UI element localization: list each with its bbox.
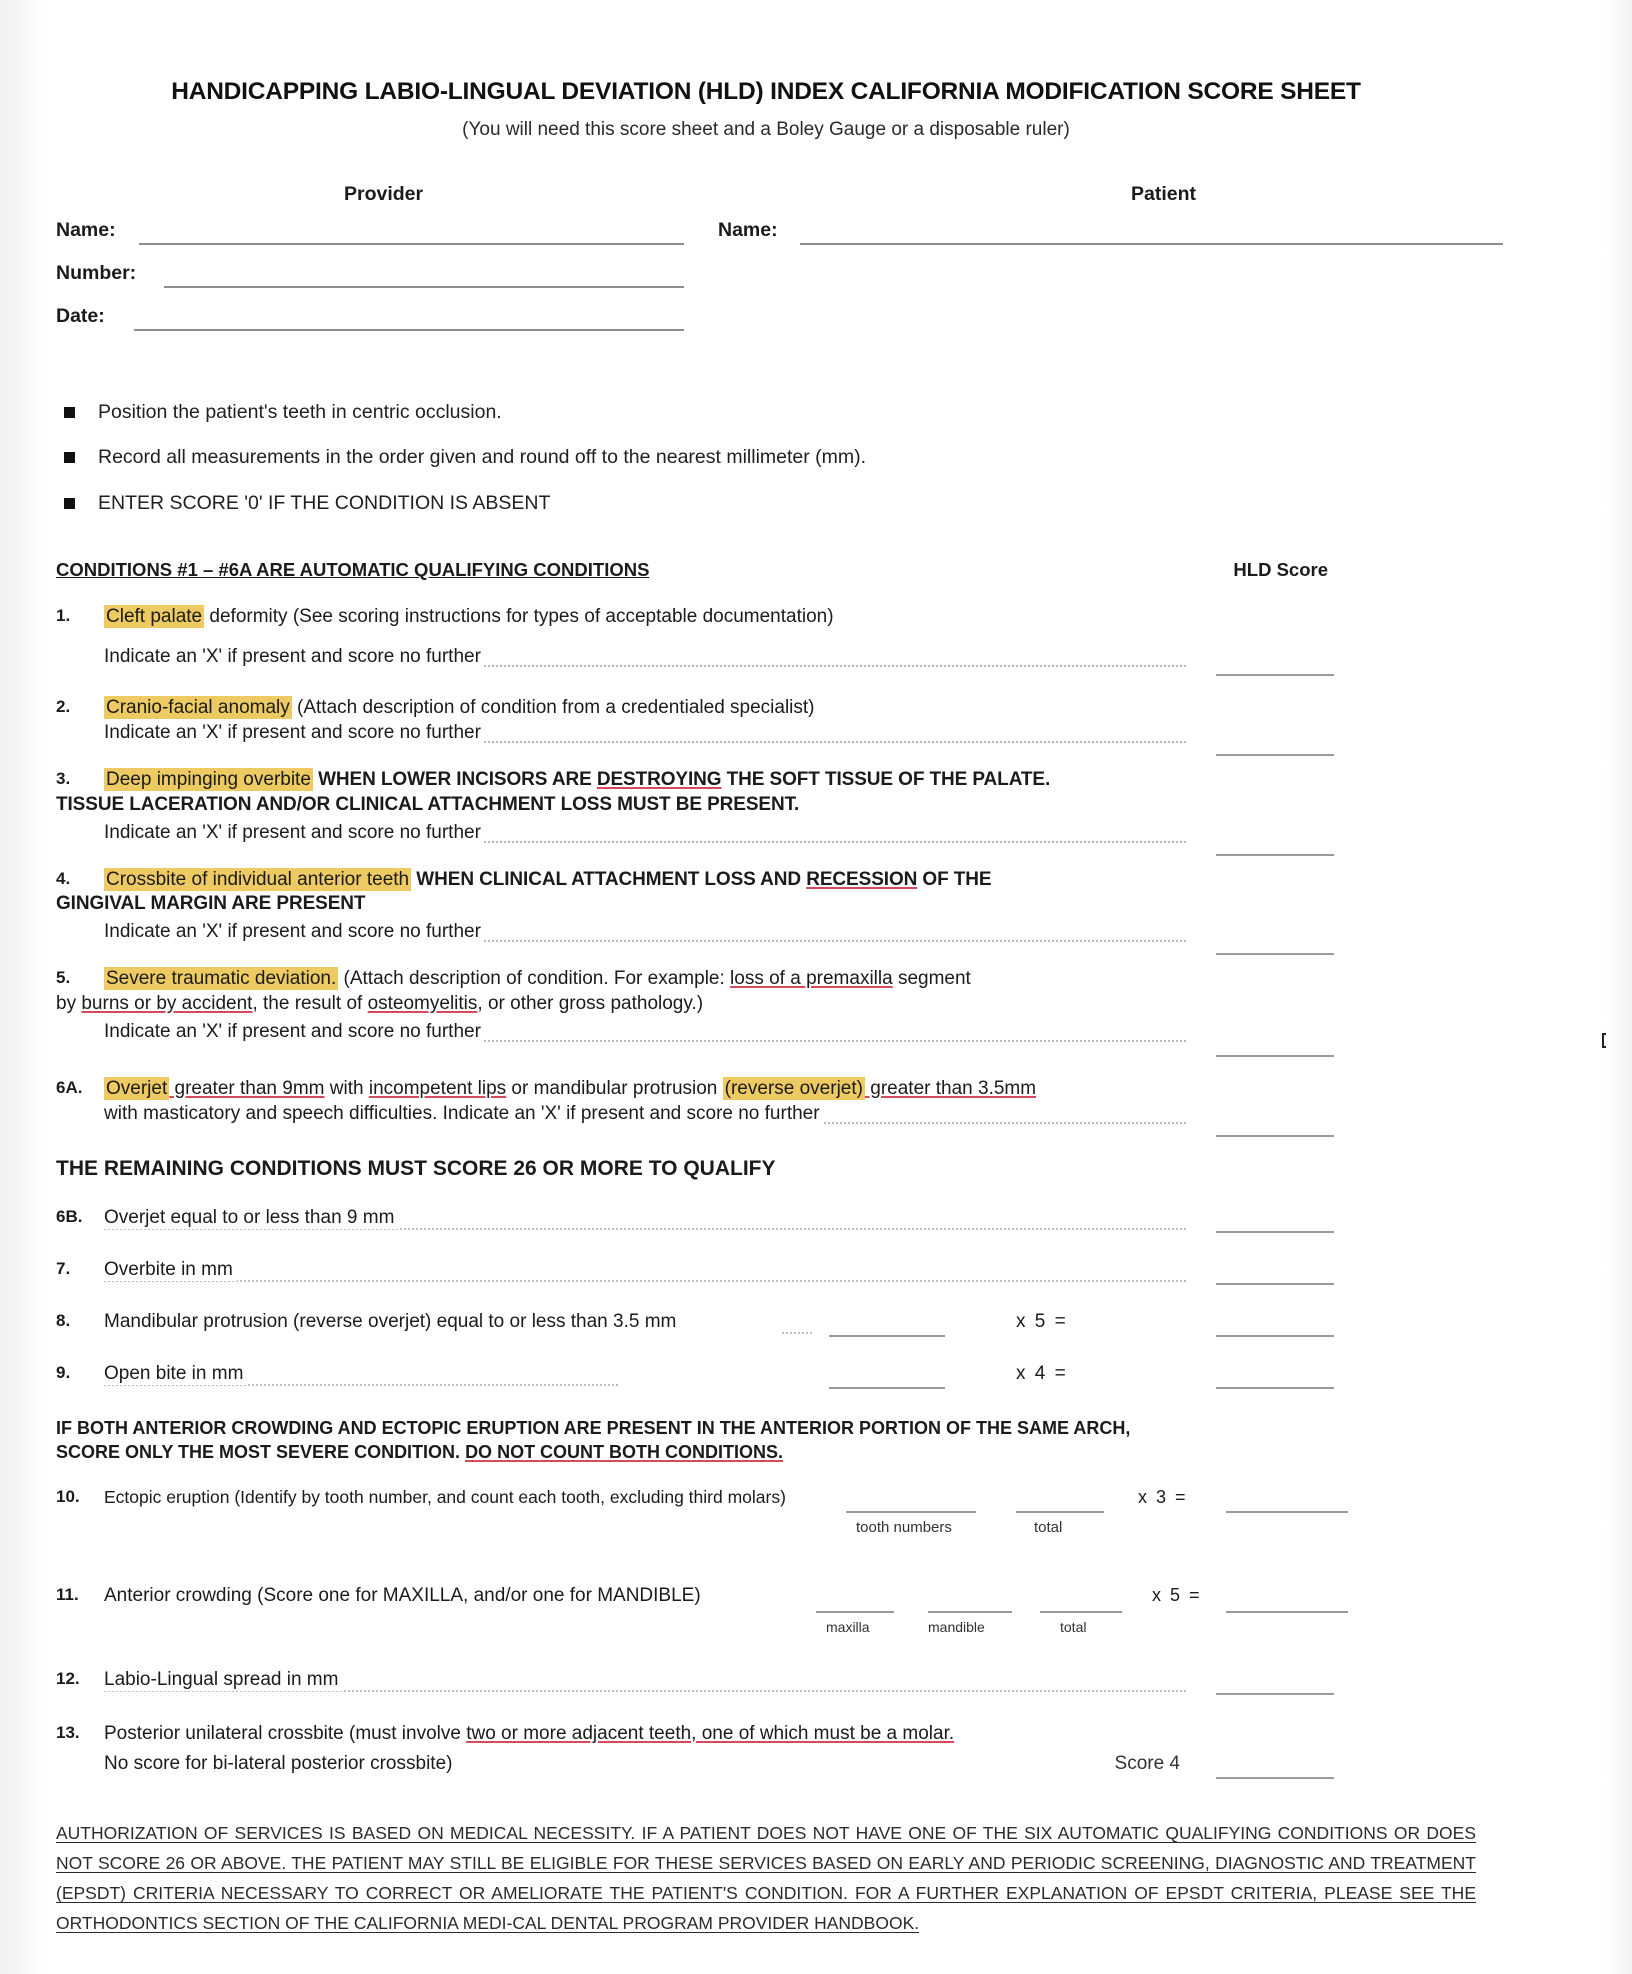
- provider-name-input[interactable]: [139, 243, 684, 245]
- condition-13: [56, 1723, 1476, 1787]
- indicate-text: Indicate an 'X' if present and score no further: [104, 722, 484, 743]
- condition-6a: [56, 1077, 1476, 1102]
- condition-red-c: osteomyelitis: [367, 992, 478, 1014]
- condition-10-score-input[interactable]: [1226, 1511, 1348, 1513]
- condition-2-indicate-row: [104, 722, 1476, 750]
- condition-number: 7.: [56, 1259, 71, 1279]
- condition-number: 6A.: [56, 1077, 83, 1097]
- condition-label: Labio-Lingual spread in mm: [104, 1669, 342, 1691]
- condition-6b-score-input[interactable]: [1216, 1231, 1334, 1233]
- condition-red-1: greater than 9mm: [169, 1077, 325, 1099]
- condition-highlight: Cranio-facial anomaly: [106, 696, 290, 718]
- instruction-text: ENTER SCORE '0' IF THE CONDITION IS ABSENT: [98, 491, 551, 514]
- condition-10: [56, 1487, 1476, 1557]
- condition-13-line2: No score for bi-lateral posterior crossbite): [104, 1753, 456, 1775]
- date-row: [56, 303, 1476, 346]
- condition-line2-b: , the result of: [252, 992, 368, 1014]
- provider-number-label: Number:: [56, 261, 137, 284]
- name-row: [56, 217, 1476, 260]
- condition-number: 5.: [56, 968, 71, 988]
- condition-3: [56, 768, 1476, 817]
- condition-11-total-input[interactable]: [1040, 1611, 1122, 1613]
- indicate-text: Indicate an 'X' if present and score no further: [104, 921, 484, 942]
- document-content: [56, 0, 1476, 1787]
- condition-number: 10.: [56, 1486, 80, 1506]
- instruction-item: [56, 445, 1476, 469]
- page-edge-checkbox[interactable]: [1602, 1033, 1617, 1048]
- condition-11-maxilla-label: maxilla: [826, 1618, 870, 1635]
- condition-mid-2: or mandibular protrusion: [506, 1077, 723, 1099]
- condition-10-tooth-numbers-input[interactable]: [846, 1511, 976, 1513]
- crowding-note-line2a: SCORE ONLY THE MOST SEVERE CONDITION.: [56, 1441, 466, 1462]
- condition-9-measure-input[interactable]: [829, 1387, 945, 1389]
- condition-highlight: Deep impinging overbite: [106, 769, 311, 791]
- condition-number: 13.: [56, 1722, 80, 1742]
- condition-label: Mandibular protrusion (reverse overjet) equal to or less than 3.5 mm: [104, 1311, 680, 1333]
- scored-condition-9: [56, 1363, 1476, 1393]
- condition-part-a: (Attach description of condition. For example:: [338, 968, 731, 990]
- condition-10-tooth-numbers-label: tooth numbers: [856, 1518, 952, 1536]
- condition-line2-a: by: [56, 992, 82, 1014]
- condition-number: 6B.: [56, 1207, 83, 1227]
- condition-number: 4.: [56, 868, 71, 888]
- condition-13-score-input[interactable]: [1216, 1777, 1334, 1779]
- condition-highlight: Cleft palate: [106, 606, 203, 628]
- condition-number: 9.: [56, 1363, 71, 1383]
- condition-highlight: Severe traumatic deviation.: [106, 968, 337, 990]
- crowding-note-emphasis: DO NOT COUNT BOTH CONDITIONS.: [465, 1441, 784, 1462]
- square-bullet-icon: [64, 498, 75, 509]
- instruction-item: [56, 491, 1476, 515]
- provider-date-label: Date:: [56, 304, 105, 327]
- number-row: [56, 260, 1476, 303]
- condition-number: 1.: [56, 606, 71, 626]
- crowding-ectopic-note: [56, 1417, 1476, 1465]
- condition-8-multiplier: x 5 =: [1016, 1311, 1068, 1333]
- condition-label: Open bite in mm: [104, 1363, 247, 1385]
- conditions-header-row: [56, 559, 1476, 589]
- scored-condition-7: [56, 1259, 1476, 1289]
- instruction-text: Position the patient's teeth in centric occlusion.: [98, 400, 502, 423]
- remaining-conditions-header: THE REMAINING CONDITIONS MUST SCORE 26 OR MORE TO QUALIFY: [56, 1157, 776, 1181]
- condition-2: [56, 696, 1476, 721]
- condition-caps-emphasis: DESTROYING: [596, 769, 722, 791]
- page-subtitle: (You will need this score sheet and a Boley Gauge or a disposable ruler): [462, 118, 1070, 140]
- condition-label: Overjet equal to or less than 9 mm: [104, 1207, 398, 1229]
- condition-red-3: greater than 3.5mm: [864, 1077, 1037, 1099]
- scored-condition-6b: [56, 1207, 1476, 1237]
- provider-name-label: Name:: [56, 218, 116, 241]
- provider-date-input[interactable]: [134, 329, 684, 331]
- condition-label: [104, 1723, 1134, 1745]
- condition-10-multiplier: x 3 =: [1138, 1486, 1188, 1507]
- condition-12-score-input[interactable]: [1216, 1693, 1334, 1695]
- provider-patient-headings: [56, 183, 1476, 217]
- condition-caps-line2: TISSUE LACERATION AND/OR CLINICAL ATTACHMENT LOSS MUST BE PRESENT.: [56, 794, 800, 816]
- condition-rest: (Attach description of condition from a credentialed specialist): [291, 696, 815, 718]
- condition-line2-c: , or other gross pathology.): [477, 992, 704, 1014]
- condition-11-total-label: total: [1060, 1618, 1087, 1635]
- condition-caps-a: WHEN LOWER INCISORS ARE: [312, 769, 597, 791]
- crowding-note-line1: IF BOTH ANTERIOR CROWDING AND ECTOPIC ERUPTION ARE PRESENT IN THE ANTERIOR PORTION OF THE SAME ARCH,: [56, 1418, 1131, 1439]
- condition-label: Overbite in mm: [104, 1259, 237, 1281]
- condition-rest: deformity (See scoring instructions for types of acceptable documentation): [204, 606, 834, 628]
- condition-1-score-input[interactable]: [1216, 674, 1334, 676]
- indicate-text: Indicate an 'X' if present and score no further: [104, 822, 484, 843]
- authorization-paragraph: AUTHORIZATION OF SERVICES IS BASED ON MEDICAL NECESSITY. IF A PATIENT DOES NOT HAVE ONE OF THE SIX AUTOMATIC QUALIFYING CONDITIONS OR DOES NOT SCORE 26 OR ABOVE. THE PATIENT MAY STILL BE ELIGIBLE FOR THESE SERVICES BASED ON EARLY AND PERIODIC SCREENING, DIAGNOSTIC AND TREATMENT (EPSDT) CRITERIA NECESSARY TO CORRECT OR AMELIORATE THE PATIENT'S CONDITION. FOR A FURTHER EXPLANATION OF EPSDT CRITERIA, PLEASE SEE THE ORTHODONTICS SECTION OF THE CALIFORNIA MEDI-CAL DENTAL PROGRAM PROVIDER HANDBOOK.: [56, 1823, 1476, 1934]
- condition-text: [104, 697, 1105, 718]
- condition-number: 11.: [56, 1584, 79, 1604]
- patient-heading: Patient: [1131, 182, 1197, 205]
- condition-highlight-overjet: Overjet: [106, 1077, 168, 1099]
- condition-text: [104, 606, 1124, 627]
- indicate-text: Indicate an 'X' if present and score no further: [104, 646, 484, 667]
- condition-12: [56, 1669, 1476, 1699]
- condition-label: Anterior crowding (Score one for MAXILLA, and/or one for MANDIBLE): [104, 1584, 701, 1606]
- condition-caps-b: THE SOFT TISSUE OF THE PALATE.: [721, 769, 1051, 791]
- condition-8-score-input[interactable]: [1216, 1335, 1334, 1337]
- condition-11-multiplier: x 5 =: [1152, 1584, 1202, 1605]
- condition-1-indicate-row: [104, 646, 1476, 674]
- condition-6a-indicate-row: [104, 1103, 1476, 1131]
- condition-number: 8.: [56, 1311, 71, 1331]
- condition-highlight: Crossbite of individual anterior teeth: [106, 868, 410, 890]
- condition-caps-line2: GINGIVAL MARGIN ARE PRESENT: [56, 893, 366, 915]
- condition-highlight-reverse-overjet: (reverse overjet): [724, 1077, 863, 1099]
- square-bullet-icon: [64, 407, 75, 418]
- condition-11-mandible-input[interactable]: [928, 1611, 1012, 1613]
- condition-caps-emphasis: RECESSION: [806, 868, 918, 890]
- square-bullet-icon: [64, 452, 75, 463]
- condition-caps-b: OF THE: [917, 868, 992, 890]
- condition-11-score-input[interactable]: [1226, 1611, 1348, 1613]
- patient-name-label: Name:: [718, 218, 778, 241]
- condition-5-score-input[interactable]: [1216, 1055, 1334, 1057]
- leader-dots: [782, 1332, 812, 1334]
- condition-3-indicate-row: [104, 822, 1476, 850]
- condition-7-score-input[interactable]: [1216, 1283, 1334, 1285]
- condition-11-maxilla-input[interactable]: [816, 1611, 894, 1613]
- condition-11-mandible-label: mandible: [928, 1618, 985, 1635]
- instructions-list: [56, 400, 1476, 515]
- condition-4-indicate-row: [104, 921, 1476, 949]
- condition-10-total-input[interactable]: [1016, 1511, 1104, 1513]
- provider-number-input[interactable]: [164, 286, 684, 288]
- condition-4: [56, 868, 1476, 917]
- condition-5-indicate-row: [104, 1021, 1476, 1049]
- condition-3-score-input[interactable]: [1216, 854, 1334, 856]
- provider-heading: Provider: [344, 182, 424, 205]
- condition-red-2: incompetent lips: [368, 1077, 507, 1099]
- condition-number: 3.: [56, 769, 71, 789]
- condition-6a-line2: with masticatory and speech difficulties. Indicate an 'X' if present and score no further: [104, 1103, 823, 1124]
- condition-13-score-value: Score 4: [1111, 1753, 1180, 1775]
- condition-5: [56, 967, 1476, 1016]
- condition-text: [56, 968, 971, 1014]
- condition-text: [56, 769, 1050, 815]
- condition-text: [104, 1078, 1156, 1099]
- condition-9-multiplier: x 4 =: [1016, 1363, 1068, 1385]
- condition-13-line1a: Posterior unilateral crossbite (must involve: [104, 1722, 467, 1744]
- hld-score-column-label: HLD Score: [1233, 559, 1328, 581]
- condition-caps-a: WHEN CLINICAL ATTACHMENT LOSS AND: [411, 868, 807, 890]
- condition-number: 2.: [56, 696, 71, 716]
- page-title: HANDICAPPING LABIO-LINGUAL DEVIATION (HLD) INDEX CALIFORNIA MODIFICATION SCORE SHEET: [171, 78, 1361, 105]
- condition-13-emphasis: two or more adjacent teeth, one of which must be a molar.: [466, 1722, 955, 1744]
- condition-1: [56, 605, 1476, 630]
- conditions-header-text: CONDITIONS #1 – #6A ARE AUTOMATIC QUALIFYING CONDITIONS: [56, 559, 650, 581]
- condition-11: [56, 1585, 1476, 1655]
- instruction-item: [56, 400, 1476, 424]
- condition-2-score-input[interactable]: [1216, 754, 1334, 756]
- condition-10-total-label: total: [1034, 1518, 1063, 1536]
- condition-text: [56, 869, 992, 915]
- leader-dots: [104, 1280, 1186, 1282]
- condition-red-a: loss of a premaxilla: [730, 968, 893, 990]
- condition-label: Ectopic eruption (Identify by tooth number, and count each tooth, excluding third molars): [104, 1486, 786, 1507]
- condition-part-b: segment: [892, 968, 971, 990]
- condition-4-score-input[interactable]: [1216, 953, 1334, 955]
- patient-name-input[interactable]: [800, 243, 1503, 245]
- condition-6a-score-input[interactable]: [1216, 1135, 1334, 1137]
- condition-mid-1: with: [324, 1077, 369, 1099]
- condition-8-measure-input[interactable]: [829, 1335, 945, 1337]
- condition-number: 12.: [56, 1668, 80, 1688]
- instruction-text: Record all measurements in the order given and round off to the nearest millimeter (mm).: [98, 446, 867, 469]
- condition-red-b: burns or by accident: [81, 992, 253, 1014]
- indicate-text: Indicate an 'X' if present and score no further: [104, 1021, 484, 1042]
- condition-9-score-input[interactable]: [1216, 1387, 1334, 1389]
- scored-condition-8: [56, 1311, 1476, 1341]
